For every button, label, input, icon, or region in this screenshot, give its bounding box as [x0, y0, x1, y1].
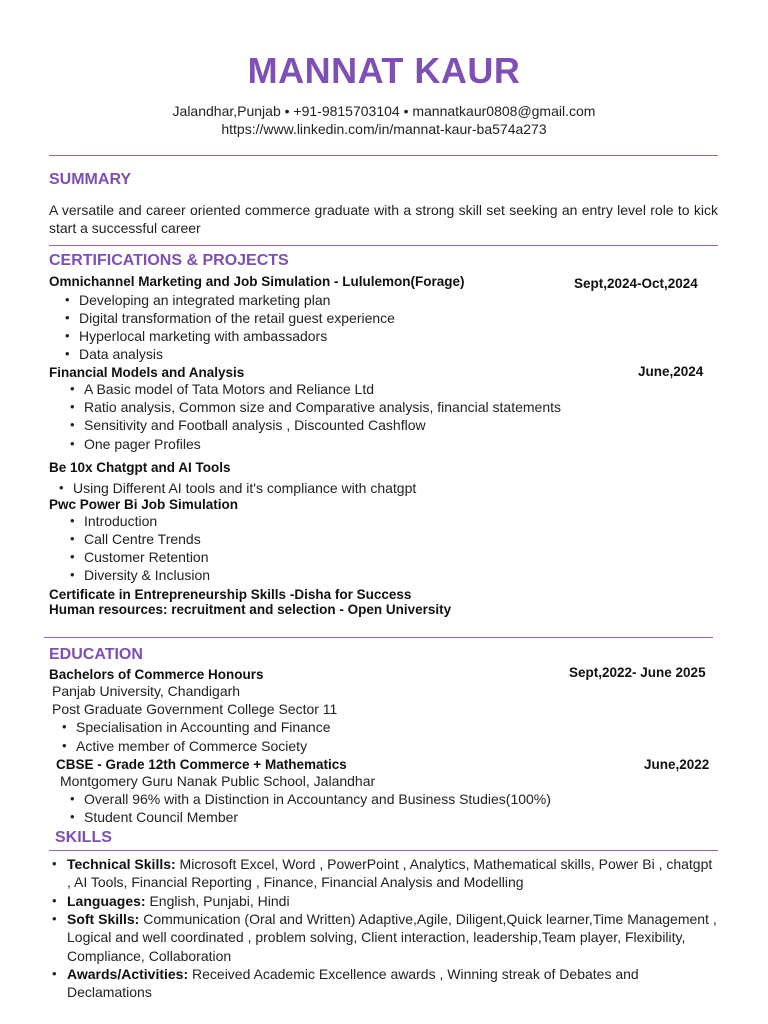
- certifications-heading: CERTIFICATIONS & PROJECTS: [49, 252, 289, 269]
- summary-text: A versatile and career oriented commerce graduate with a strong skill set seeking an entry level role to kick start a successful career: [49, 202, 718, 236]
- skill-text: Received Academic Excellence awards , Winning streak of Debates and Declamations: [67, 966, 639, 1001]
- list-item: • Student Council Member: [84, 809, 238, 825]
- list-item: • Customer Retention: [84, 549, 209, 565]
- skills-heading: SKILLS: [55, 829, 112, 846]
- candidate-name: MANNAT KAUR: [247, 50, 521, 91]
- degree-title: Bachelors of Commerce Honours: [49, 667, 264, 682]
- skill-item: [67, 910, 717, 965]
- certifications-divider: [44, 637, 713, 638]
- skill-label: Awards/Activities:: [67, 966, 189, 982]
- degree-date: June,2022: [644, 757, 710, 772]
- skill-label: Languages:: [67, 893, 146, 909]
- list-item: • One pager Profiles: [84, 436, 201, 452]
- list-item: • Active member of Commerce Society: [76, 738, 307, 754]
- skill-item: [67, 855, 717, 892]
- degree-date: Sept,2022- June 2025: [569, 665, 706, 680]
- list-item: • Introduction: [84, 513, 157, 529]
- list-item: • Data analysis: [79, 346, 163, 362]
- list-item: • Sensitivity and Football analysis , Discounted Cashflow: [84, 417, 426, 433]
- skill-label: Soft Skills:: [67, 911, 140, 927]
- degree-title: CBSE - Grade 12th Commerce + Mathematics: [56, 757, 347, 772]
- list-item: • Specialisation in Accounting and Finance: [76, 719, 331, 735]
- list-item: • Diversity & Inclusion: [84, 567, 210, 583]
- skills-divider: [49, 850, 718, 851]
- institution: Panjab University, Chandigarh: [52, 683, 241, 699]
- skill-label: Technical Skills:: [67, 856, 176, 872]
- cert-date: June,2024: [638, 364, 704, 379]
- skill-item: [67, 965, 717, 1002]
- cert-title: Financial Models and Analysis: [49, 365, 245, 380]
- cert-title: Certificate in Entrepreneurship Skills -Disha for Success: [49, 587, 412, 602]
- cert-title: Human resources: recruitment and selection - Open University: [49, 602, 452, 617]
- skill-text: Communication (Oral and Written) Adaptive,Agile, Diligent,Quick learner,Time Management , Logical and well coordinated , problem solving, Client interaction, leadership,Team player, Flexibility, Compliance, Collaboration: [67, 911, 717, 964]
- skill-text: Microsoft Excel, Word , PowerPoint , Analytics, Mathematical skills, Power Bi , chatgpt , AI Tools, Financial Reporting , Finance, Financial Analysis and Modelling: [67, 856, 713, 891]
- list-item: • Call Centre Trends: [84, 531, 201, 547]
- institution: Post Graduate Government College Sector 11: [52, 701, 338, 717]
- summary-divider: [49, 245, 718, 246]
- education-heading: EDUCATION: [49, 646, 143, 663]
- list-item: • Hyperlocal marketing with ambassadors: [79, 328, 327, 344]
- cert-title: Omnichannel Marketing and Job Simulation - Lululemon(Forage): [49, 274, 465, 289]
- summary-heading: SUMMARY: [49, 171, 132, 188]
- cert-title: Pwc Power Bi Job Simulation: [49, 497, 239, 512]
- list-item: • A Basic model of Tata Motors and Reliance Ltd: [84, 381, 374, 397]
- skill-item: [67, 892, 717, 910]
- header-divider: [49, 155, 718, 156]
- institution: Montgomery Guru Nanak Public School, Jalandhar: [60, 773, 376, 789]
- list-item: • Digital transformation of the retail guest experience: [79, 310, 395, 326]
- skill-text: English, Punjabi, Hindi: [145, 893, 290, 909]
- list-item: • Developing an integrated marketing plan: [79, 292, 330, 308]
- contact-info: Jalandhar,Punjab • +91-9815703104 • mannatkaur0808@gmail.com: [172, 103, 596, 119]
- cert-title: Be 10x Chatgpt and AI Tools: [49, 460, 231, 475]
- cert-date: Sept,2024-Oct,2024: [574, 276, 698, 291]
- linkedin-url[interactable]: https://www.linkedin.com/in/mannat-kaur-ba574a273: [221, 121, 547, 137]
- list-item: • Ratio analysis, Common size and Comparative analysis, financial statements: [84, 399, 561, 415]
- list-item: • Overall 96% with a Distinction in Accountancy and Business Studies(100%): [84, 791, 551, 807]
- list-item: • Using Different AI tools and it's compliance with chatgpt: [73, 480, 416, 496]
